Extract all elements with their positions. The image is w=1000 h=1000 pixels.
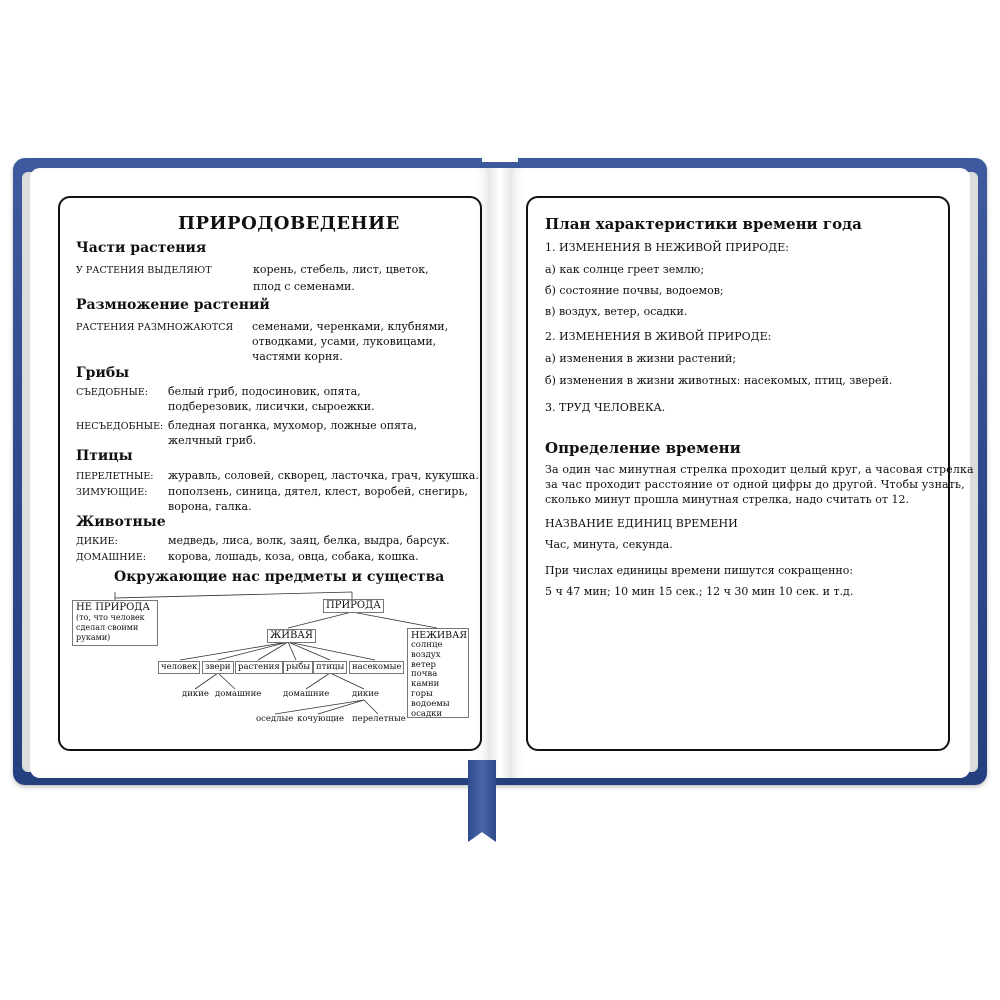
living-item-birds: птицы [313,661,347,674]
nonliving-item: солнце [411,640,443,650]
reproduction-line3: частями корня. [252,350,343,363]
living-item-fish: рыбы [283,661,313,674]
plan-item-1b: б) состояние почвы, водоемов; [545,284,724,297]
plan-item-1a: а) как солнце греет землю; [545,263,705,276]
birds-domestic-label: домашние [283,689,330,699]
time-heading: Определение времени [545,439,741,457]
time-units: Час, минута, секунда. [545,538,673,551]
wild-animals-label: ДИКИЕ: [76,536,118,547]
time-paragraph-line2: за час проходит расстояние от одной цифры до другой. Чтобы узнать, [545,478,965,491]
edible-line1: белый гриб, подосиновик, опята, [168,385,361,398]
plan-item-2b: б) изменения в жизни животных: насекомых, птиц, зверей. [545,374,893,387]
nonliving-item: горы [411,688,433,699]
not-nature-box [72,600,158,646]
domestic-animals-line: корова, лошадь, коза, овца, собака, кошка. [168,550,419,563]
reproduction-line1: семенами, черенками, клубнями, [252,320,449,333]
inedible-label: НЕСЪЕДОБНЫЕ: [76,421,164,432]
reproduction-label: РАСТЕНИЯ РАЗМНОЖАЮТСЯ [76,322,234,333]
wintering-label: ЗИМУЮЩИЕ: [76,487,148,498]
edible-line2: подберезовик, лисички, сыроежки. [168,400,375,413]
diagram-heading: Окружающие нас предметы и существа [114,569,445,585]
section-heading-mushrooms: Грибы [76,365,130,381]
migratory-label: ПЕРЕЛЕТНЫЕ: [76,471,154,482]
time-paragraph-line1: За один час минутная стрелка проходит целый круг, а часовая стрелка [545,463,974,476]
section-heading-plant-parts: Части растения [76,240,207,256]
not-nature-note-line2: сделал своими [76,623,139,632]
plan-heading: План характеристики времени года [545,215,862,233]
time-paragraph-line3: сколько минут прошла минутная стрелка, надо считать от 12. [545,493,909,506]
inedible-line1: бледная поганка, мухомор, ложные опята, [168,419,418,432]
nonliving-item: камни [411,679,440,690]
living-item-insects: насекомые [349,661,404,674]
plant-parts-line2: плод с семенами. [253,280,355,293]
beasts-wild-label: дикие [182,689,209,699]
nonliving-item: ветер [411,659,436,670]
living-box: ЖИВАЯ [267,629,316,643]
abbreviation-examples: 5 ч 47 мин; 10 мин 15 сек.; 12 ч 30 мин 10 сек. и т.д. [545,585,854,598]
nonliving-item: воздух [411,649,441,660]
birds-migratory-label: перелетные [352,714,406,724]
living-item-human: человек [158,661,200,674]
nonliving-box [407,628,469,718]
plan-section-1: 1. ИЗМЕНЕНИЯ В НЕЖИВОЙ ПРИРОДЕ: [545,241,789,254]
abbreviation-intro: При числах единицы времени пишутся сокращенно: [545,564,854,577]
wintering-line1: поползень, синица, дятел, клест, воробей, снегирь, [168,485,468,498]
nonliving-item: водоемы [411,698,450,709]
not-nature-label: НЕ ПРИРОДА [76,602,150,613]
not-nature-note-line3: руками) [76,633,111,642]
birds-wild-label: дикие [352,689,379,699]
not-nature-note-line1: (то, что человек [76,613,145,622]
birds-nomadic-label: кочующие [297,714,345,724]
section-heading-animals: Животные [76,514,166,530]
nonliving-label: НЕЖИВАЯ [411,630,468,641]
page-title: ПРИРОДОВЕДЕНИЕ [178,213,400,234]
nonliving-item: осадки [411,708,443,719]
reproduction-line2: отводками, усами, луковицами, [252,335,437,348]
nature-box: ПРИРОДА [323,599,384,613]
plant-parts-label: У РАСТЕНИЯ ВЫДЕЛЯЮТ [76,265,212,276]
migratory-line: журавль, соловей, скворец, ласточка, грач, кукушка. [168,469,479,482]
living-item-beasts: звери [202,661,234,674]
plant-parts-line1: корень, стебель, лист, цветок, [253,263,429,276]
time-units-label: НАЗВАНИЕ ЕДИНИЦ ВРЕМЕНИ [545,517,738,530]
birds-sedentary-label: оседлые [256,714,294,724]
nonliving-item: почва [411,669,438,680]
plan-item-2a: а) изменения в жизни растений; [545,352,737,365]
plan-item-1c: в) воздух, ветер, осадки. [545,305,688,318]
plan-section-3: 3. ТРУД ЧЕЛОВЕКА. [545,401,666,414]
wild-animals-line: медведь, лиса, волк, заяц, белка, выдра, барсук. [168,534,450,547]
living-item-plants: растения [235,661,283,674]
inedible-line2: желчный гриб. [168,434,257,447]
section-heading-birds: Птицы [76,448,133,464]
domestic-animals-label: ДОМАШНИЕ: [76,552,146,563]
edible-label: СЪЕДОБНЫЕ: [76,387,149,398]
plan-section-2: 2. ИЗМЕНЕНИЯ В ЖИВОЙ ПРИРОДЕ: [545,330,772,343]
beasts-domestic-label: домашние [215,689,262,699]
section-heading-reproduction: Размножение растений [76,297,270,313]
wintering-line2: ворона, галка. [168,500,252,513]
